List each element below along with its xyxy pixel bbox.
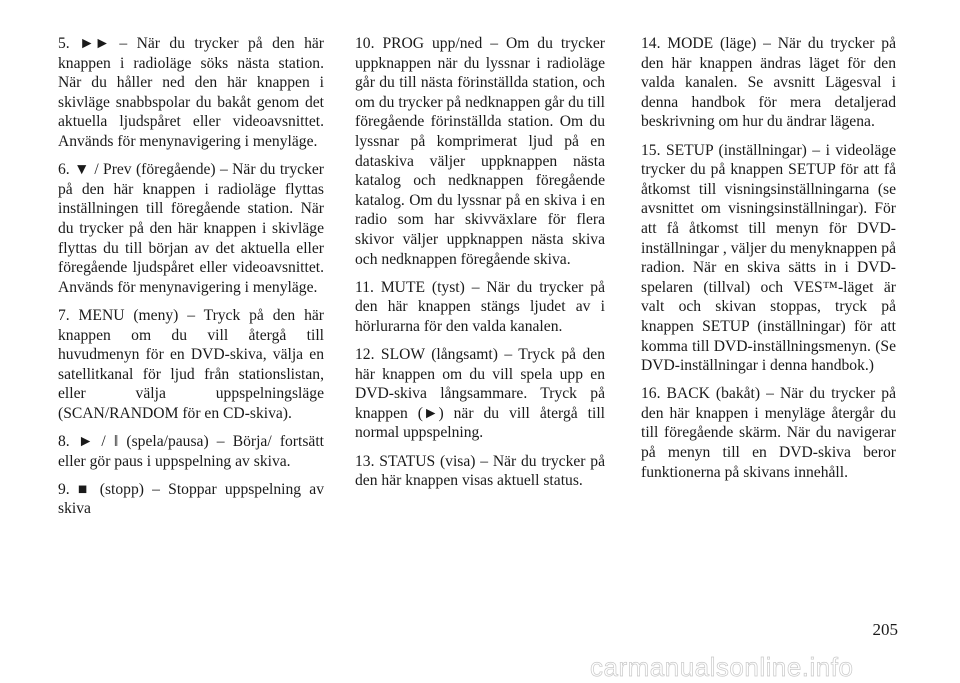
paragraph-item-16: 16. BACK (bakåt) – När du trycker på den här knappen i menyläge återgår du till föregående skärm. När du navigerar på menyn till en DVD-skiva beror funktionerna på skivans innehåll. — [641, 385, 896, 481]
paragraph-item-8: 8. ► / ‖ (spela/pausa) – Börja/ fortsätt eller gör paus i uppspelning av skiva. — [58, 433, 324, 470]
paragraph-item-5: 5. ►► – När du trycker på den här knappen i radioläge söks nästa station. När du håller ned den här knappen i skivläge snabbspolar du bakåt genom det aktuella ljudspåret eller videoavsnittet. Används för menynavigering i menyläge. — [58, 35, 324, 150]
paragraph-item-14: 14. MODE (läge) – När du trycker på den här knappen ändras läget för den valda kanalen. Se avsnitt Lägesval i denna handbok för mera detaljerad beskrivning om hur du ändrar lägena. — [641, 35, 896, 131]
paragraph-item-13: 13. STATUS (visa) – När du trycker på den här knappen visas aktuell status. — [355, 452, 605, 490]
paragraph-item-7: 7. MENU (meny) – Tryck på den här knappen om du vill återgå till huvudmenyn för en DVD-skiva, välja en satellitkanal för ljud från stationslistan, eller välja uppspelningsläge (SCAN/RANDOM för en CD-skiva). — [58, 306, 324, 422]
paragraph-item-11: 11. MUTE (tyst) – När du trycker på den här knappen stängs ljudet av i hörlurarna för den valda kanalen. — [355, 278, 605, 335]
paragraph-item-10: 10. PROG upp/ned – Om du trycker uppknappen när du lyssnar i radioläge går du till nästa förinställda station, och om du trycker på nedknappen går du till föregående förinställda station. Om du lyssnar på komprimerat ljud på en dataskiva väljer uppknappen nästa katalog och nedknappen föregående katalog. Om du lyssnar på en skiva i en radio som har skivväxlare för flera skivor väljer uppknappen nästa skiva och nedknappen föregående skiva. — [355, 35, 605, 268]
paragraph-item-9: 9. ■ (stopp) – Stoppar uppspelning av skiva — [58, 480, 324, 518]
paragraph-item-6: 6. ▼ / Prev (föregående) – När du trycker på den här knappen i radioläge flyttas inställningen till föregående station. När du trycker på den här knappen i skivläge flyttas du till början av det aktuella eller föregående ljudspåret eller videoavsnittet. Används för menynavigering i menyläge. — [58, 161, 324, 296]
paragraph-item-15: 15. SETUP (inställningar) – i videoläge trycker du på knappen SETUP för att få åtkomst till visningsinställningarna (se avsnittet om visningsinställningar). För att få åtkomst till menyn för DVD-inställningar , väljer du menyknappen på radion. När en skiva sätts in i DVD-spelaren (tillval) och VES™-läget är valt och skivan stoppas, tryck på knappen SETUP (inställningar) för att komma till DVD-inställningsmenyn. (Se DVD-inställningar i denna handbok.) — [641, 141, 896, 375]
watermark: carmanualsonline.info — [590, 652, 854, 682]
text-column-2 — [355, 34, 605, 499]
page-number: 205 — [872, 620, 898, 639]
paragraph-item-12: 12. SLOW (långsamt) – Tryck på den här knappen om du vill spela upp en DVD-skiva långsammare. Tryck på knappen (►) när du vill återgå till normal uppspelning. — [355, 346, 605, 442]
text-column-3 — [641, 34, 896, 491]
text-column-1 — [58, 34, 324, 528]
